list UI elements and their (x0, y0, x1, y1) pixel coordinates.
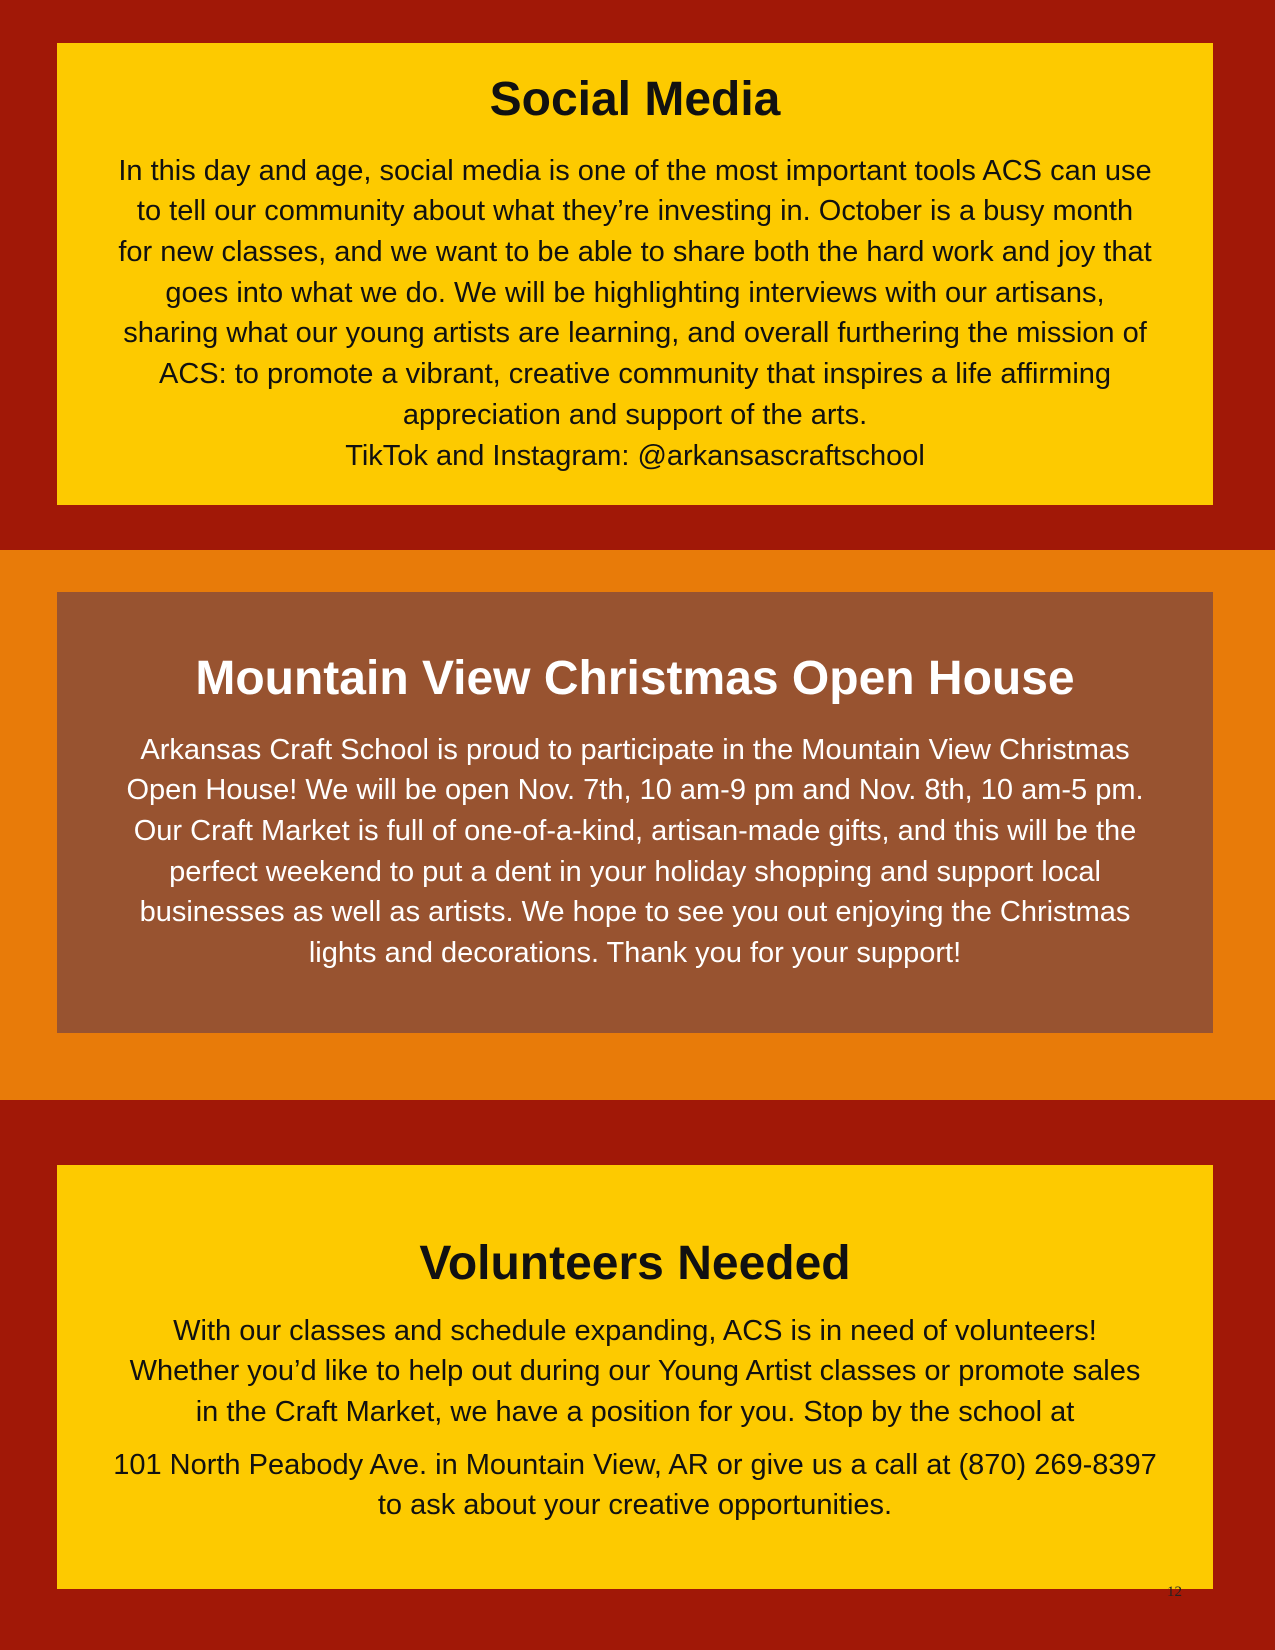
volunteers-section (57, 1165, 1213, 1589)
volunteers-line: Whether you’d like to help out during our Young Artist classes or promote sales (129, 1355, 1141, 1388)
volunteers-line: With our classes and schedule expanding, ACS is in need of volunteers! (173, 1314, 1097, 1347)
social-media-section (57, 43, 1213, 505)
social-media-line: appreciation and support of the arts. (402, 398, 868, 431)
volunteers-title: Volunteers Needed (419, 1237, 851, 1290)
open-house-line: businesses as well as artists. We hope to see you out enjoying the Christmas (139, 896, 1131, 929)
social-media-line: goes into what we do. We will be highlighting interviews with our artisans, (165, 276, 1105, 309)
open-house-body (70, 730, 1200, 974)
social-media-line: sharing what our young artists are learning, and overall furthering the mission of (123, 317, 1147, 350)
page-number: 12 (1167, 1584, 1182, 1600)
social-media-line: In this day and age, social media is one of the most important tools ACS can use (118, 154, 1152, 187)
volunteers-body (65, 1311, 1205, 1527)
open-house-line: Arkansas Craft School is proud to participate in the Mountain View Christmas (140, 733, 1130, 766)
open-house-line: lights and decorations. Thank you for your support! (308, 937, 962, 970)
social-media-line: ACS: to promote a vibrant, creative community that inspires a life affirming (158, 358, 1112, 391)
social-media-body (65, 151, 1205, 477)
volunteers-address-line: 101 North Peabody Ave. in Mountain View, AR or give us a call at (870) 269-8397 (113, 1448, 1157, 1481)
social-media-line: for new classes, and we want to be able to share both the hard work and joy that (118, 236, 1152, 268)
social-media-handles: TikTok and Instagram: @arkansascraftschool (345, 439, 925, 472)
social-media-title: Social Media (489, 73, 781, 126)
open-house-section (57, 592, 1213, 1033)
volunteers-line: in the Craft Market, we have a position for you. Stop by the school at (195, 1396, 1075, 1428)
open-house-line: Open House! We will be open Nov. 7th, 10 am-9 pm and Nov. 8th, 10 am-5 pm. (126, 774, 1144, 807)
social-media-line: to tell our community about what they’re investing in. October is a busy month (136, 195, 1134, 228)
open-house-line: perfect weekend to put a dent in your holiday shopping and support local (169, 855, 1101, 888)
volunteers-line: to ask about your creative opportunities. (377, 1489, 893, 1522)
open-house-line: Our Craft Market is full of one-of-a-kind, artisan-made gifts, and this will be the (133, 815, 1137, 847)
open-house-title: Mountain View Christmas Open House (195, 652, 1075, 705)
